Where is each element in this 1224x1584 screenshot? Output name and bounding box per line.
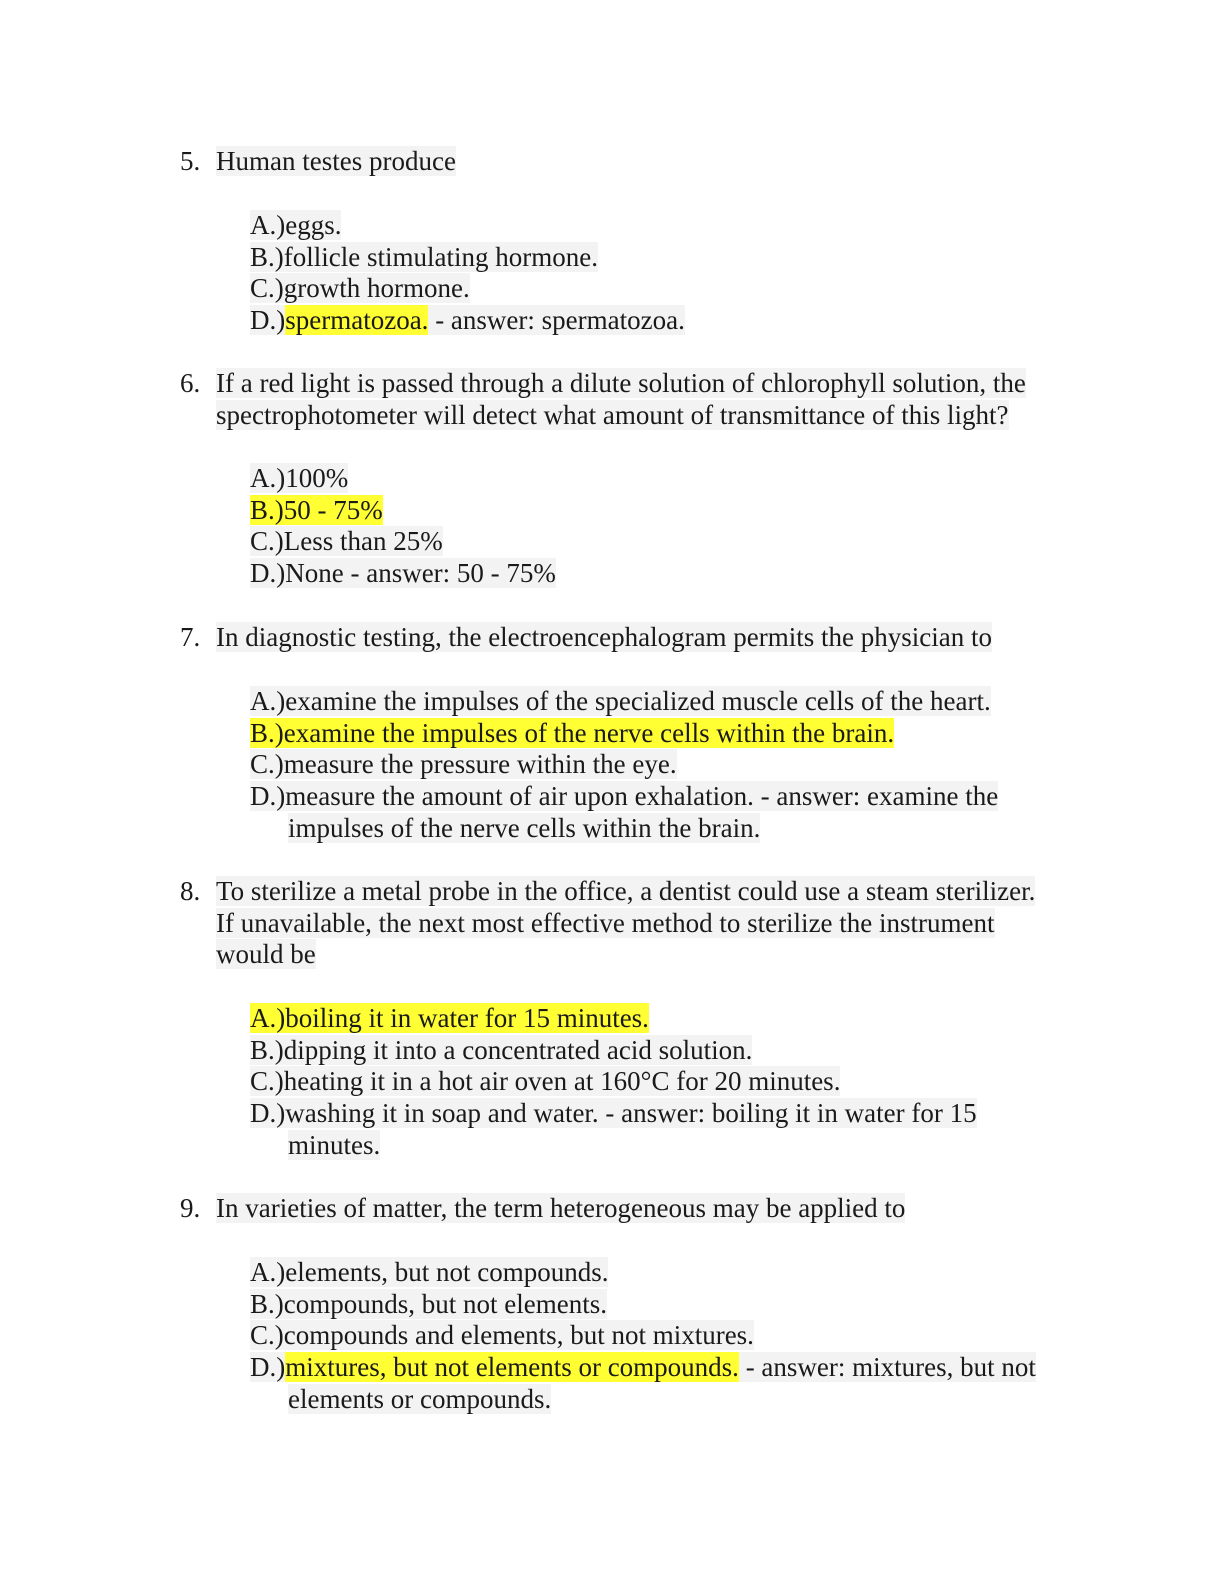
question-6 — [180, 368, 1080, 431]
q5-option-d: D.)spermatozoa. - answer: spermatozoa. — [250, 305, 685, 336]
q5-answer-highlight: spermatozoa. — [285, 305, 429, 336]
q7-answer-highlight: B.)examine the impulses of the nerve cells within the brain. — [250, 717, 895, 748]
question-6-options — [250, 463, 1070, 590]
q7-option-b — [250, 718, 1070, 750]
q8-option-a — [250, 1003, 1070, 1035]
q6-answer-highlight: B.)50 - 75% — [250, 494, 383, 525]
q9-option-c: C.)compounds and elements, but not mixtures. — [250, 1320, 754, 1351]
question-5-text: Human testes produce — [216, 146, 456, 176]
q8-answer-highlight: A.)boiling it in water for 15 minutes. — [250, 1003, 649, 1033]
q6-option-b — [250, 495, 1070, 527]
q5-option-c: C.)growth hormone. — [250, 273, 470, 304]
q7-option-c: C.)measure the pressure within the eye. — [250, 749, 677, 780]
question-5-line-1 — [180, 146, 1080, 178]
question-5 — [180, 146, 1080, 178]
q8-option-c: C.)heating it in a hot air oven at 160°C for 20 minutes. — [250, 1066, 841, 1097]
question-7-line-1: 7. In diagnostic testing, the electroencephalogram permits the physician to — [180, 622, 993, 652]
question-9-number: 9. — [180, 1193, 201, 1223]
q5-option-a: A.)eggs. — [250, 210, 342, 240]
question-5-options — [250, 210, 1070, 337]
q6-option-d: D.)None - answer: 50 - 75% — [250, 558, 556, 589]
question-5-number: 5. — [180, 146, 201, 176]
q8-option-b: B.)dipping it into a concentrated acid solution. — [250, 1034, 753, 1065]
q5-option-b: B.)follicle stimulating hormone. — [250, 241, 598, 272]
question-9-options — [250, 1257, 1070, 1416]
question-9 — [180, 1193, 1080, 1225]
q9-option-d-continuation: elements or compounds. — [288, 1383, 552, 1414]
q9-option-d: D.)mixtures, but not elements or compounds. - answer: mixtures, but not — [250, 1352, 1036, 1383]
question-8-line-2: If unavailable, the next most effective method to sterilize the instrument — [216, 907, 995, 938]
question-8 — [180, 876, 1080, 971]
question-9-line-1: 9. In varieties of matter, the term heterogeneous may be applied to — [180, 1193, 906, 1223]
q7-option-a: A.)examine the impulses of the specialized muscle cells of the heart. — [250, 686, 991, 716]
q9-option-a: A.)elements, but not compounds. — [250, 1257, 609, 1287]
q7-option-d: D.)measure the amount of air upon exhalation. - answer: examine the — [250, 781, 999, 812]
q8-option-d-continuation: minutes. — [288, 1129, 381, 1160]
question-8-line-3: would be — [216, 939, 316, 969]
q9-option-b: B.)compounds, but not elements. — [250, 1288, 607, 1319]
question-6-line-1: 6. If a red light is passed through a dilute solution of chlorophyll solution, the — [180, 368, 1026, 398]
question-8-options — [250, 1003, 1070, 1162]
q7-option-d-continuation: impulses of the nerve cells within the brain. — [288, 812, 761, 843]
question-8-line-1: 8. To sterilize a metal probe in the office, a dentist could use a steam sterilizer. — [180, 876, 1036, 906]
q8-option-d: D.)washing it in soap and water. - answer: boiling it in water for 15 — [250, 1098, 977, 1129]
q9-answer-highlight: mixtures, but not elements or compounds. — [285, 1352, 739, 1383]
question-7 — [180, 622, 1080, 654]
question-6-number: 6. — [180, 368, 201, 398]
q6-option-a: A.)100% — [250, 463, 349, 493]
question-7-number: 7. — [180, 622, 201, 652]
q6-option-c: C.)Less than 25% — [250, 526, 443, 557]
question-7-options — [250, 686, 1070, 845]
question-6-line-2: spectrophotometer will detect what amount of transmittance of this light? — [216, 399, 1009, 430]
question-8-number: 8. — [180, 876, 201, 906]
